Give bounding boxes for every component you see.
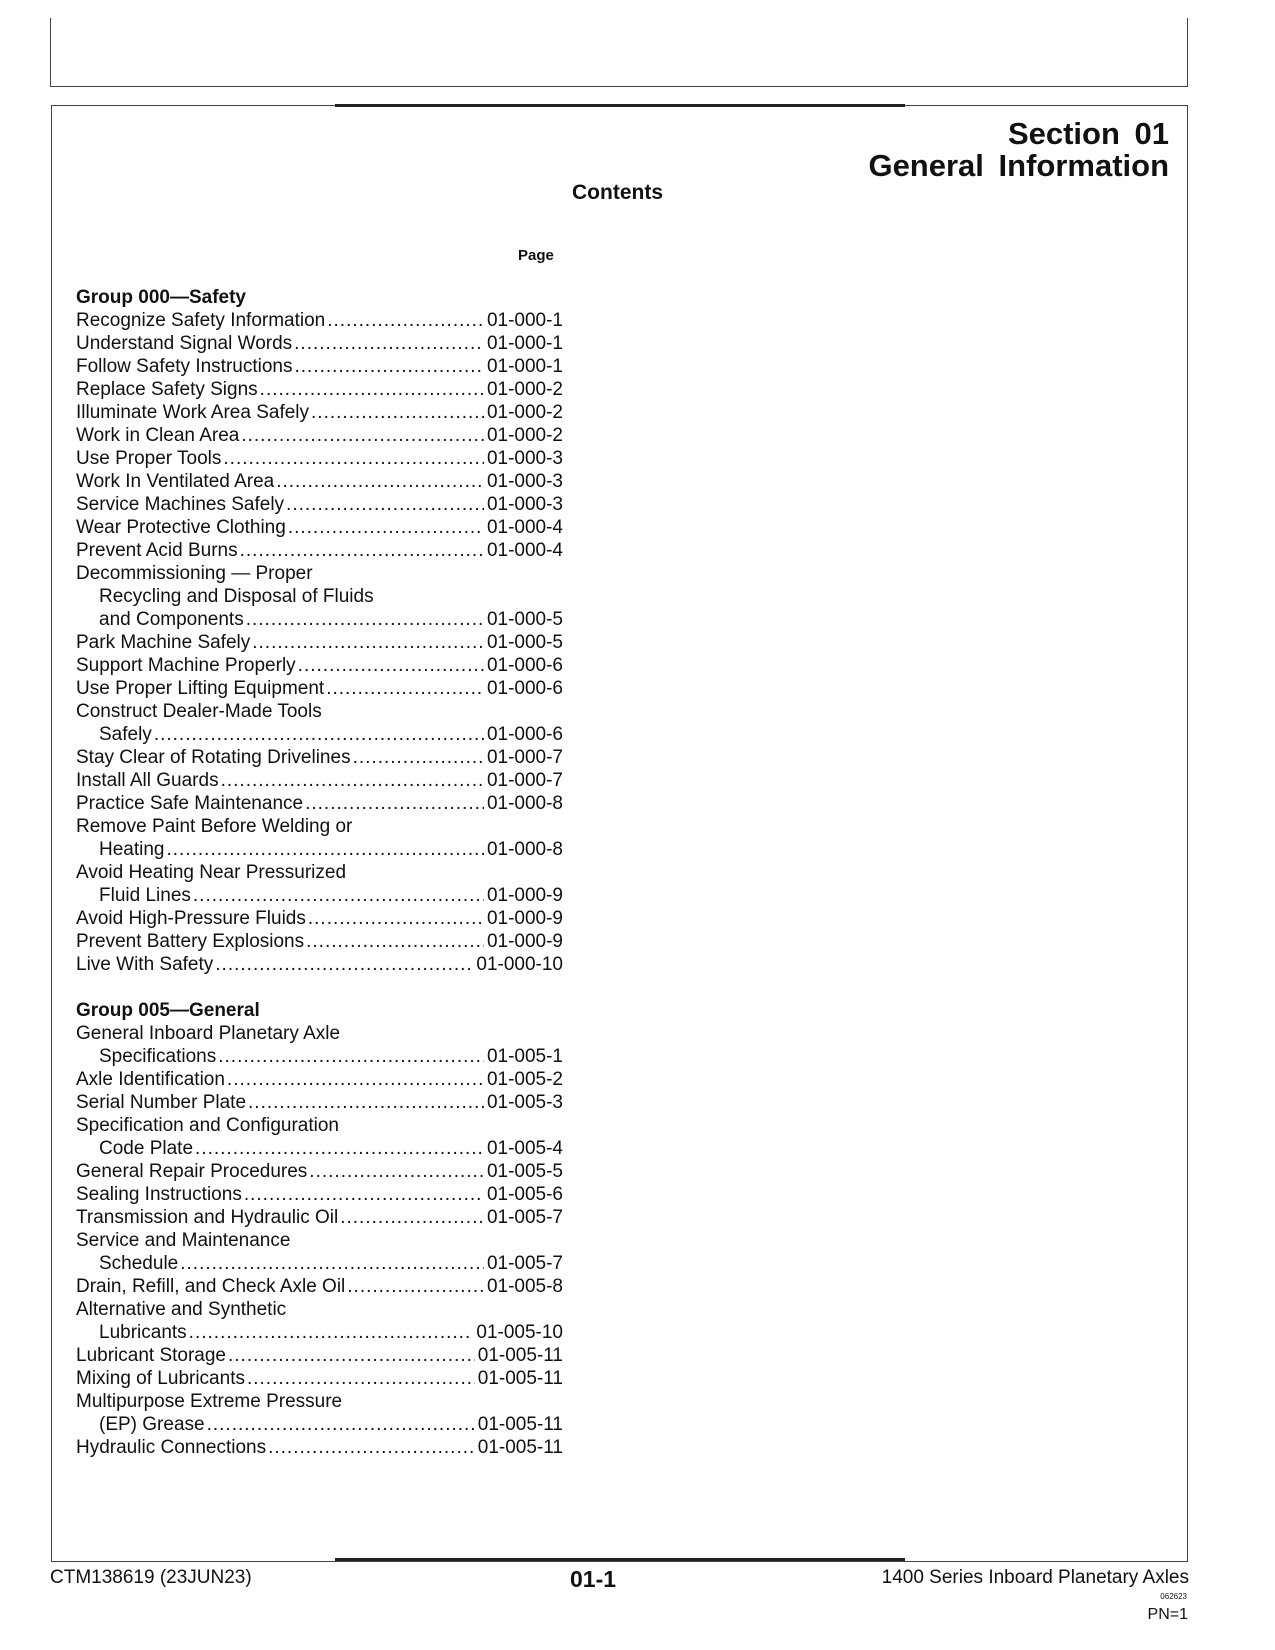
toc-entry-page: 01-000-9 xyxy=(486,885,563,906)
footer-code: 062623 xyxy=(1160,1592,1187,1601)
dot-leader xyxy=(247,1367,475,1390)
toc-entry-page: 01-000-7 xyxy=(486,747,563,768)
toc-entry[interactable] xyxy=(76,907,563,930)
toc-entry[interactable] xyxy=(76,1160,563,1183)
toc-entry-line: Remove Paint Before Welding or xyxy=(76,816,353,837)
toc-entry-title: Understand Signal Words xyxy=(76,333,293,354)
toc-entry[interactable] xyxy=(76,631,563,654)
dot-leader xyxy=(327,309,484,332)
toc-entry[interactable] xyxy=(76,769,563,792)
toc-entry-page: 01-000-3 xyxy=(486,494,563,515)
group-heading: Group 000—Safety xyxy=(76,287,246,308)
dot-leader xyxy=(252,631,484,654)
dot-leader xyxy=(306,930,484,953)
toc-entry[interactable] xyxy=(76,1091,563,1114)
toc-entry[interactable] xyxy=(76,838,563,861)
toc-entry[interactable] xyxy=(76,677,563,700)
toc-entry[interactable] xyxy=(76,1137,563,1160)
dot-leader xyxy=(244,1183,484,1206)
toc-entry-page: 01-005-4 xyxy=(486,1138,563,1159)
dot-leader xyxy=(311,401,484,424)
toc-entry-page: 01-000-1 xyxy=(486,333,563,354)
toc-entry-title: Work In Ventilated Area xyxy=(76,471,275,492)
toc-entry[interactable] xyxy=(76,1344,563,1367)
toc-entry-title: Use Proper Lifting Equipment xyxy=(76,678,325,699)
toc-entry[interactable] xyxy=(76,608,563,631)
toc-entry-title: Recognize Safety Information xyxy=(76,310,326,331)
toc-entry-page: 01-000-3 xyxy=(486,471,563,492)
dot-leader xyxy=(218,1045,484,1068)
toc-entry-line: Service and Maintenance xyxy=(76,1230,291,1251)
dot-leader xyxy=(241,424,484,447)
toc-entry-title: Serial Number Plate xyxy=(76,1092,247,1113)
toc-entry-line: General Inboard Planetary Axle xyxy=(76,1023,341,1044)
toc-entry-title: Safely xyxy=(99,724,152,745)
section-name: General Information xyxy=(868,148,1169,183)
dot-leader xyxy=(223,447,484,470)
toc-entry[interactable] xyxy=(76,470,563,493)
toc-entry-page: 01-000-1 xyxy=(486,356,563,377)
contents-heading: Contents xyxy=(572,181,663,204)
toc-entry[interactable] xyxy=(76,309,563,332)
section-title xyxy=(868,118,1169,182)
dot-leader xyxy=(167,838,484,861)
toc-entry-page: 01-000-2 xyxy=(486,379,563,400)
dot-leader xyxy=(340,1206,484,1229)
toc-entry[interactable] xyxy=(76,355,563,378)
toc-entry[interactable] xyxy=(76,1436,563,1459)
dot-leader xyxy=(228,1344,475,1367)
toc-entry-title: Illuminate Work Area Safely xyxy=(76,402,310,423)
dot-leader xyxy=(294,332,484,355)
manual-title: 1400 Series Inboard Planetary Axles xyxy=(881,1567,1189,1588)
toc-entry-title: and Components xyxy=(99,609,244,630)
toc-entry-title: Live With Safety xyxy=(76,954,214,975)
toc-entry-page: 01-005-1 xyxy=(486,1046,563,1067)
dot-leader xyxy=(189,1321,474,1344)
toc-entry-page: 01-000-6 xyxy=(486,724,563,745)
document-id: CTM138619 (23JUN23) xyxy=(50,1567,252,1588)
toc-entry[interactable] xyxy=(76,1206,563,1229)
dot-leader xyxy=(180,1252,484,1275)
toc-entry-title: Prevent Battery Explosions xyxy=(76,931,305,952)
toc-entry[interactable] xyxy=(76,930,563,953)
toc-entry[interactable] xyxy=(76,1045,563,1068)
toc-entry[interactable] xyxy=(76,493,563,516)
toc-entry-page: 01-000-7 xyxy=(486,770,563,791)
toc-entry-title: Prevent Acid Burns xyxy=(76,540,238,561)
toc-entry-title: Fluid Lines xyxy=(99,885,191,906)
toc-entry-page: 01-000-10 xyxy=(476,954,563,975)
toc-entry-title: Specifications xyxy=(99,1046,217,1067)
dot-leader xyxy=(353,746,484,769)
toc-entry-title: Service Machines Safely xyxy=(76,494,285,515)
toc-entry-title: General Repair Procedures xyxy=(76,1161,308,1182)
toc-entry[interactable] xyxy=(76,1252,563,1275)
toc-entry[interactable] xyxy=(76,424,563,447)
toc-entry-page: 01-005-7 xyxy=(486,1253,563,1274)
toc-entry-title: Transmission and Hydraulic Oil xyxy=(76,1207,339,1228)
toc-entry-page: 01-005-6 xyxy=(486,1184,563,1205)
toc-entry-title: Heating xyxy=(99,839,165,860)
toc-entry[interactable] xyxy=(76,654,563,677)
toc-entry-page: 01-000-6 xyxy=(486,655,563,676)
toc-entry[interactable] xyxy=(76,401,563,424)
toc-entry-title: Park Machine Safely xyxy=(76,632,251,653)
toc-entry-title: Use Proper Tools xyxy=(76,448,222,469)
toc-entry-line: Recycling and Disposal of Fluids xyxy=(99,586,374,607)
toc-entry[interactable] xyxy=(76,1183,563,1206)
dot-leader xyxy=(288,516,484,539)
dot-leader xyxy=(221,769,484,792)
toc-entry[interactable] xyxy=(76,884,563,907)
section-number: Section 01 xyxy=(1007,116,1169,151)
toc-entry[interactable] xyxy=(76,953,563,976)
toc-entry-title: Replace Safety Signs xyxy=(76,379,258,400)
toc-entry[interactable] xyxy=(76,746,563,769)
toc-entry-line: Specification and Configuration xyxy=(76,1115,340,1136)
toc-entry-title: Work in Clean Area xyxy=(76,425,240,446)
group-heading: Group 005—General xyxy=(76,1000,260,1021)
toc-entry-title: Axle Identification xyxy=(76,1069,225,1090)
toc-entry-page: 01-005-2 xyxy=(486,1069,563,1090)
page-number: 01-1 xyxy=(570,1566,617,1592)
toc-entry[interactable] xyxy=(76,516,563,539)
dot-leader xyxy=(268,1436,475,1459)
toc-entry-page: 01-000-6 xyxy=(486,678,563,699)
toc-entry-page: 01-000-4 xyxy=(486,517,563,538)
toc-entry-title: Sealing Instructions xyxy=(76,1184,242,1205)
toc-entry-line: Multipurpose Extreme Pressure xyxy=(76,1391,343,1412)
dot-leader xyxy=(240,539,484,562)
toc-entry-title: Lubricant Storage xyxy=(76,1345,226,1366)
toc-entry-page: 01-005-3 xyxy=(486,1092,563,1113)
toc-entry-page: 01-000-8 xyxy=(486,793,563,814)
toc-entry-page: 01-005-10 xyxy=(476,1322,563,1343)
toc-entry-page: 01-005-5 xyxy=(486,1161,563,1182)
toc-entry[interactable] xyxy=(76,1367,563,1390)
toc-entry-title: Stay Clear of Rotating Drivelines xyxy=(76,747,351,768)
toc-entry-page: 01-005-11 xyxy=(477,1437,563,1458)
dot-leader xyxy=(207,1413,475,1436)
toc-entry-page: 01-005-11 xyxy=(477,1414,563,1435)
toc-entry-title: Follow Safety Instructions xyxy=(76,356,293,377)
dot-leader xyxy=(215,953,473,976)
toc-entry-page: 01-000-3 xyxy=(486,448,563,469)
toc-entry-page: 01-000-9 xyxy=(486,931,563,952)
toc-entry[interactable] xyxy=(76,792,563,815)
bottom-rule xyxy=(335,1558,905,1561)
toc-entry-title: Lubricants xyxy=(99,1322,187,1343)
toc-entry[interactable] xyxy=(76,723,563,746)
toc-entry-page: 01-000-2 xyxy=(486,425,563,446)
dot-leader xyxy=(294,355,483,378)
toc-entry-page: 01-000-5 xyxy=(486,632,563,653)
dot-leader xyxy=(193,884,484,907)
dot-leader xyxy=(246,608,484,631)
dot-leader xyxy=(286,493,484,516)
table-of-contents xyxy=(76,286,563,1459)
toc-entry-title: Drain, Refill, and Check Axle Oil xyxy=(76,1276,346,1297)
toc-entry-title: Avoid High-Pressure Fluids xyxy=(76,908,306,929)
toc-entry-title: Mixing of Lubricants xyxy=(76,1368,245,1389)
toc-entry-line: Decommissioning — Proper xyxy=(76,563,313,584)
toc-entry[interactable] xyxy=(76,1321,563,1344)
toc-entry[interactable] xyxy=(76,447,563,470)
page-name-code: PN=1 xyxy=(1147,1606,1188,1623)
toc-entry[interactable] xyxy=(76,1275,563,1298)
toc-entry-page: 01-005-11 xyxy=(477,1368,563,1389)
dot-leader xyxy=(298,654,484,677)
toc-entry[interactable] xyxy=(76,1413,563,1436)
toc-entry[interactable] xyxy=(76,539,563,562)
toc-entry-page: 01-000-1 xyxy=(486,310,563,331)
toc-entry-title: Schedule xyxy=(99,1253,179,1274)
toc-entry-page: 01-000-5 xyxy=(486,609,563,630)
toc-entry-line: Avoid Heating Near Pressurized xyxy=(76,862,347,883)
dot-leader xyxy=(248,1091,484,1114)
dot-leader xyxy=(276,470,484,493)
toc-entry-page: 01-005-7 xyxy=(486,1207,563,1228)
dot-leader xyxy=(227,1068,484,1091)
toc-entry-title: Support Machine Properly xyxy=(76,655,296,676)
toc-entry-page: 01-000-8 xyxy=(486,839,563,860)
dot-leader xyxy=(309,1160,484,1183)
toc-entry-page: 01-000-4 xyxy=(486,540,563,561)
toc-entry-title: Practice Safe Maintenance xyxy=(76,793,304,814)
toc-entry-title: Wear Protective Clothing xyxy=(76,517,286,538)
top-rule xyxy=(335,104,905,107)
dot-leader xyxy=(347,1275,484,1298)
dot-leader xyxy=(308,907,484,930)
toc-entry-line: Alternative and Synthetic xyxy=(76,1299,287,1320)
dot-leader xyxy=(195,1137,484,1160)
toc-entry[interactable] xyxy=(76,332,563,355)
header-frame xyxy=(50,18,1188,87)
toc-entry-title: (EP) Grease xyxy=(99,1414,205,1435)
dot-leader xyxy=(154,723,484,746)
toc-entry-line: Construct Dealer-Made Tools xyxy=(76,701,322,722)
toc-entry-page: 01-000-9 xyxy=(486,908,563,929)
toc-entry[interactable] xyxy=(76,1068,563,1091)
toc-entry-title: Code Plate xyxy=(99,1138,194,1159)
toc-entry-title: Hydraulic Connections xyxy=(76,1437,267,1458)
toc-entry[interactable] xyxy=(76,378,563,401)
dot-leader xyxy=(305,792,484,815)
toc-entry-title: Install All Guards xyxy=(76,770,219,791)
toc-entry-page: 01-000-2 xyxy=(486,402,563,423)
toc-entry-page: 01-005-11 xyxy=(477,1345,563,1366)
toc-entry-page: 01-005-8 xyxy=(486,1276,563,1297)
dot-leader xyxy=(260,378,484,401)
dot-leader xyxy=(326,677,484,700)
page-column-label: Page xyxy=(518,247,554,264)
